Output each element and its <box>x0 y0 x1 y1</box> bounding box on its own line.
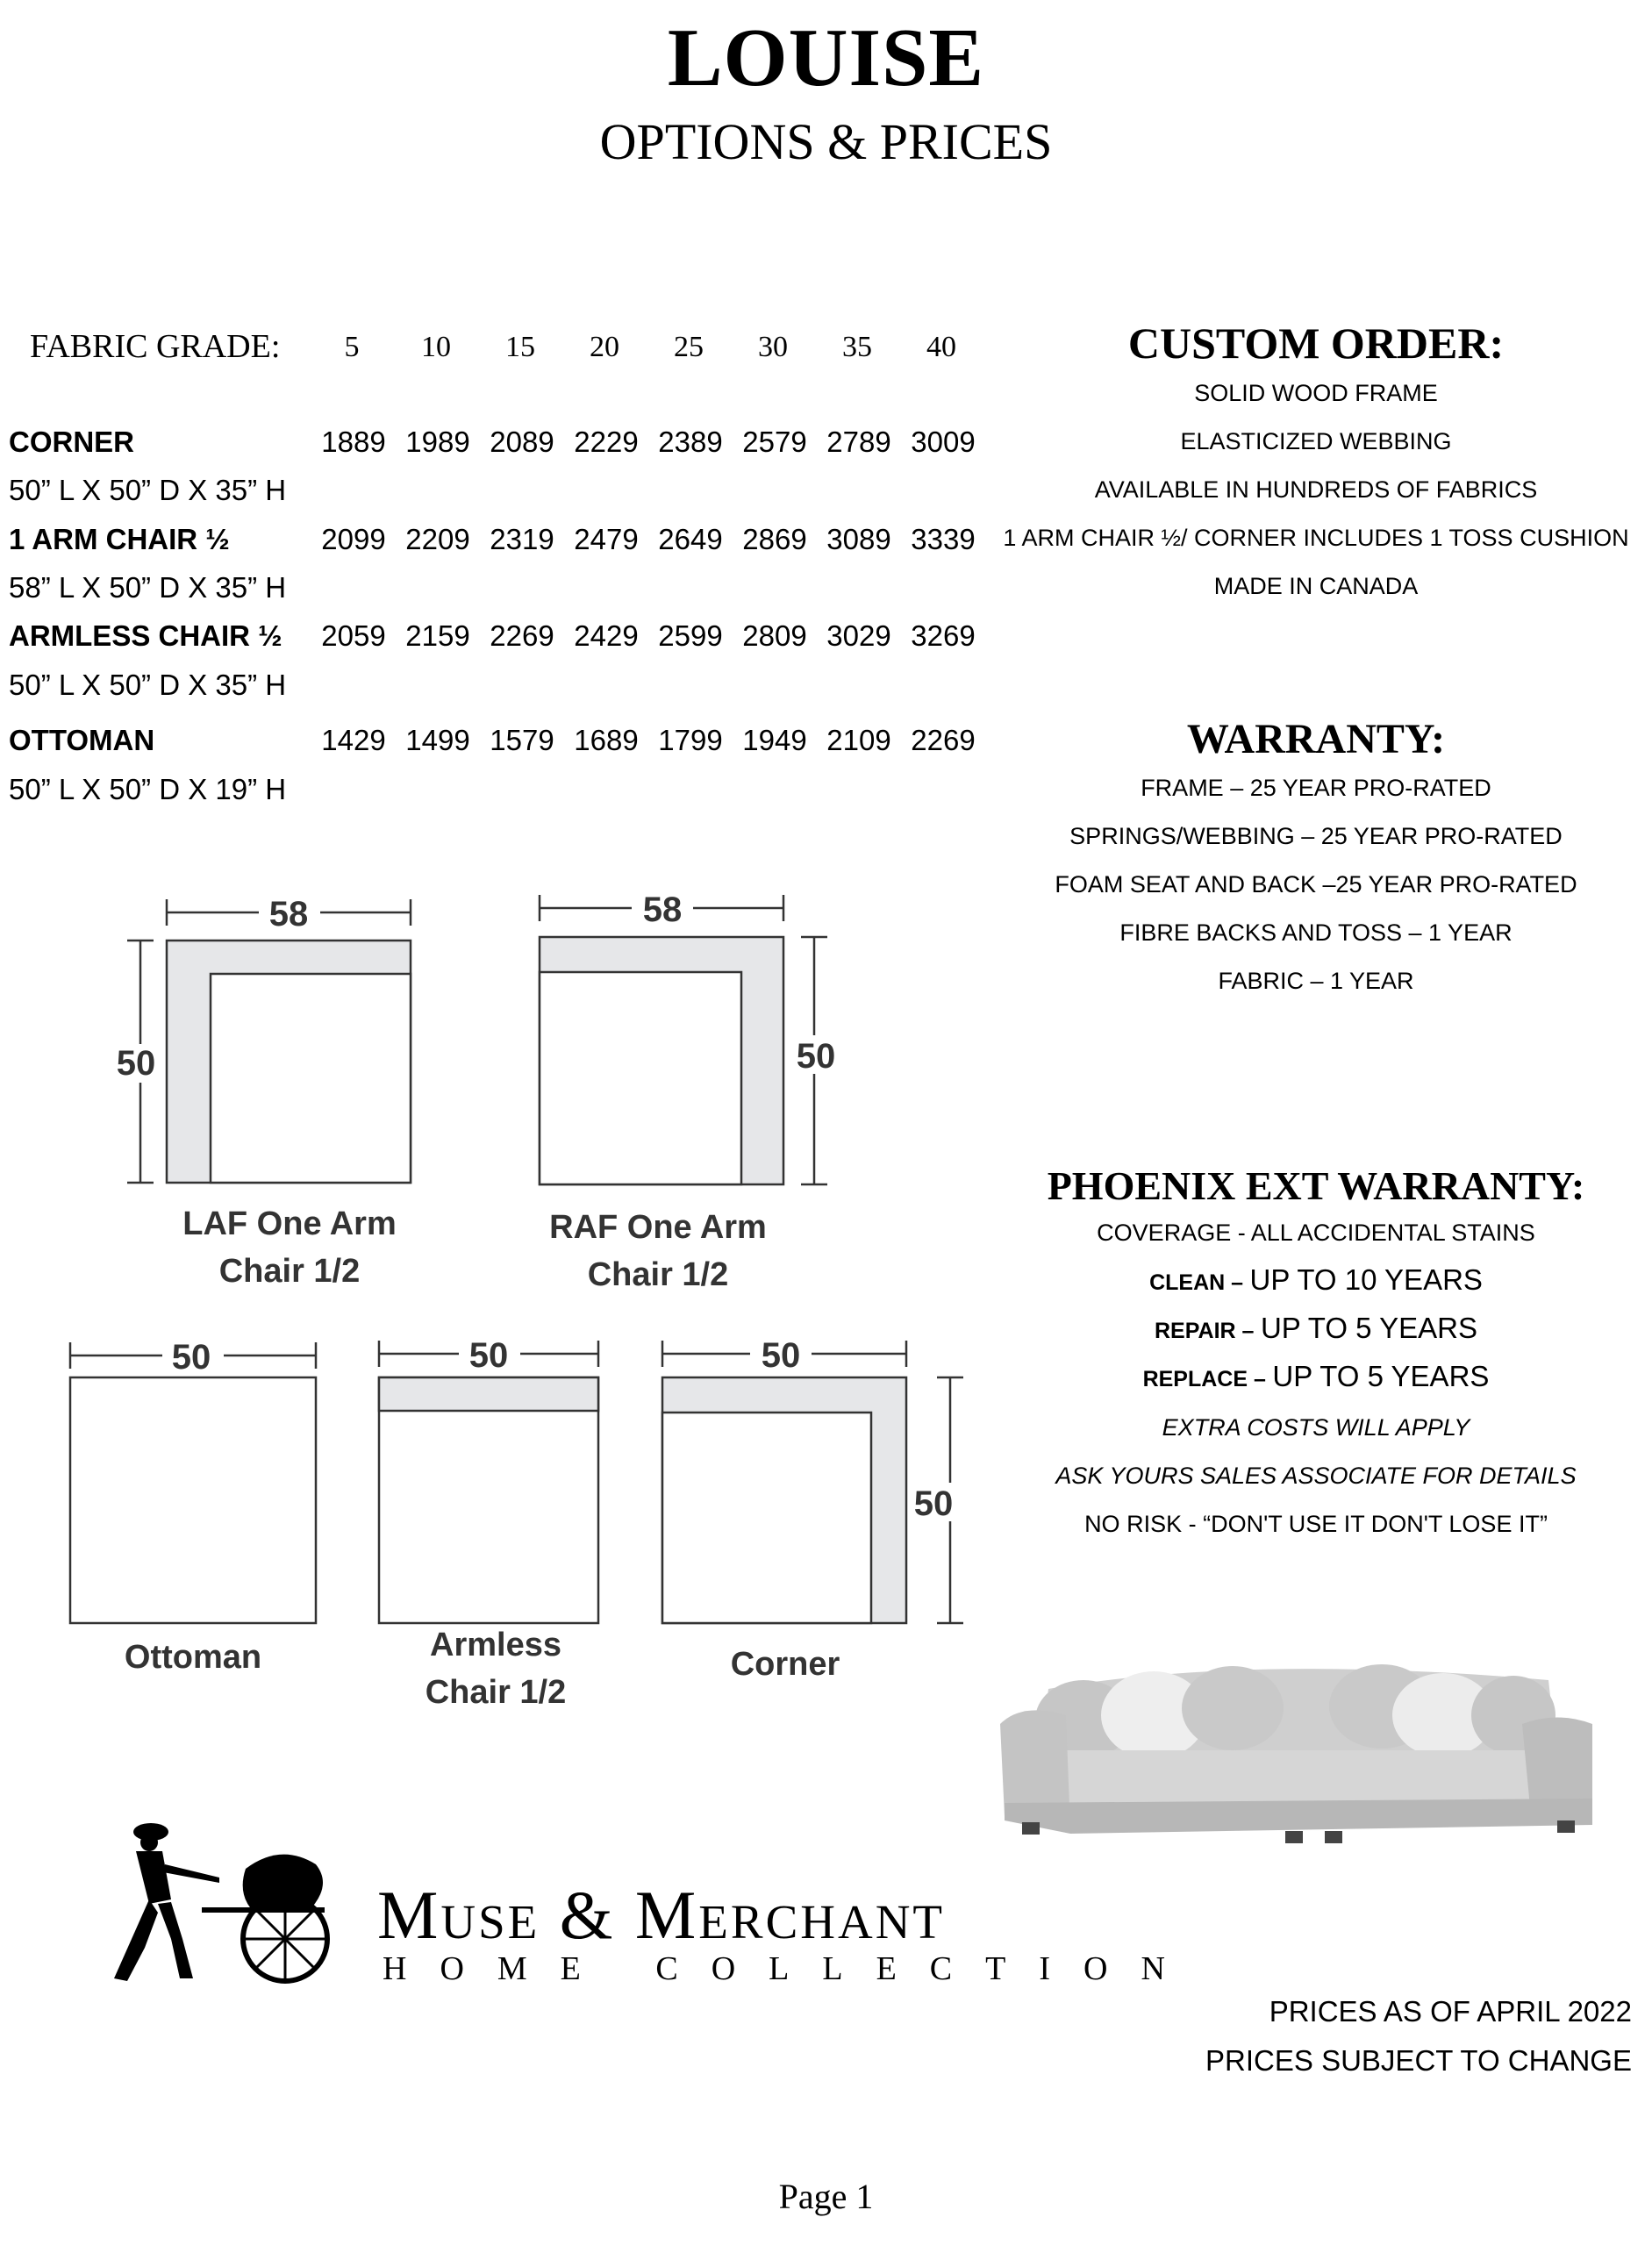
price-cell: 2649 <box>658 523 723 555</box>
laf-depth-label: 50 <box>116 1044 156 1083</box>
custom-order-item: MADE IN CANADA <box>1213 573 1419 599</box>
prices-note <box>1141 1987 1632 2085</box>
price-cell: 3269 <box>911 619 976 652</box>
armless-width-label: 50 <box>468 1336 509 1375</box>
prices-subject-to-change: PRICES SUBJECT TO CHANGE <box>1205 2044 1632 2077</box>
phoenix-clean <box>991 1263 1641 1297</box>
price-cell: 3339 <box>911 523 976 555</box>
grade-header: 20 <box>590 331 619 363</box>
row-name-ottoman: OTTOMAN <box>9 724 155 756</box>
page-title: LOUISE <box>667 12 985 104</box>
price-cell: 2789 <box>826 426 891 458</box>
price-cell: 3089 <box>826 523 891 555</box>
price-cell: 1949 <box>742 724 807 756</box>
raf-width-label: 58 <box>642 891 683 929</box>
rickshaw-logo-icon <box>97 1816 360 1992</box>
price-cell: 2599 <box>658 619 723 652</box>
grade-header: 40 <box>926 331 956 363</box>
warranty-heading: WARRANTY: <box>1186 716 1446 762</box>
price-cell: 2579 <box>742 426 807 458</box>
price-cell: 2429 <box>574 619 639 652</box>
warranty-item: FIBRE BACKS AND TOSS – 1 YEAR <box>1119 919 1513 946</box>
raf-caption-line: Chair 1/2 <box>587 1256 729 1293</box>
corner-width-label: 50 <box>761 1336 801 1375</box>
price-cell: 2099 <box>321 523 386 555</box>
price-cell: 1989 <box>405 426 470 458</box>
row-name-corner: CORNER <box>9 426 135 458</box>
corner-diagram <box>662 1341 963 1623</box>
grade-header: 5 <box>344 331 360 363</box>
price-cell: 2269 <box>911 724 976 756</box>
dimension-diagrams <box>0 860 983 1737</box>
phoenix-replace-value: UP TO 5 YEARS <box>1272 1360 1490 1392</box>
custom-order-item: AVAILABLE IN HUNDREDS OF FABRICS <box>1094 476 1538 503</box>
phoenix-repair-value: UP TO 5 YEARS <box>1260 1312 1477 1344</box>
warranty-item: FRAME – 25 YEAR PRO-RATED <box>1141 775 1491 801</box>
grade-header: 30 <box>758 331 788 363</box>
price-cell: 1579 <box>490 724 554 756</box>
warranty-item: FABRIC – 1 YEAR <box>1218 968 1414 994</box>
armless-diagram <box>379 1341 598 1623</box>
row-dims-armless-chair: 50” L X 50” D X 35” H <box>9 669 287 701</box>
phoenix-coverage: COVERAGE - ALL ACCIDENTAL STAINS <box>1097 1220 1535 1246</box>
laf-diagram <box>127 899 411 1183</box>
price-cell: 3009 <box>911 426 976 458</box>
corner-caption: Corner <box>730 1646 840 1683</box>
phoenix-note: ASK YOURS SALES ASSOCIATE FOR DETAILS <box>1055 1463 1577 1489</box>
corner-depth-label: 50 <box>913 1484 954 1523</box>
price-cell: 1889 <box>321 426 386 458</box>
price-cell: 1689 <box>574 724 639 756</box>
grade-header: 15 <box>505 331 535 363</box>
prices-as-of: PRICES AS OF APRIL 2022 <box>1269 1995 1632 2028</box>
price-cell: 2089 <box>490 426 554 458</box>
raf-caption <box>500 1204 816 1298</box>
phoenix-note: EXTRA COSTS WILL APPLY <box>1162 1414 1470 1441</box>
laf-width-label: 58 <box>268 895 309 933</box>
laf-caption <box>132 1200 447 1295</box>
price-cell: 1799 <box>658 724 723 756</box>
price-cell: 2389 <box>658 426 723 458</box>
row-dims-ottoman: 50” L X 50” D X 19” H <box>9 773 287 805</box>
price-cell: 2269 <box>490 619 554 652</box>
custom-order-item: ELASTICIZED WEBBING <box>1180 428 1452 454</box>
page-subtitle: OPTIONS & PRICES <box>599 113 1053 170</box>
price-cell: 2479 <box>574 523 639 555</box>
page-number: Page 1 <box>778 2177 874 2216</box>
sofa-image <box>987 1627 1601 1856</box>
grade-header: 25 <box>674 331 704 363</box>
phoenix-note: NO RISK - “DON'T USE IT DON'T LOSE IT” <box>1084 1511 1548 1537</box>
price-cell: 1499 <box>405 724 470 756</box>
row-name-armless-chair: ARMLESS CHAIR ½ <box>9 619 282 652</box>
ottoman-diagram <box>70 1342 316 1623</box>
price-cell: 2109 <box>826 724 891 756</box>
custom-order-item: SOLID WOOD FRAME <box>1194 380 1438 406</box>
price-cell: 2869 <box>742 523 807 555</box>
price-cell: 2319 <box>490 523 554 555</box>
armless-caption-line: Chair 1/2 <box>425 1674 567 1711</box>
brand-subtitle: HOME COLLECTION <box>383 1950 1198 1987</box>
armless-caption <box>364 1621 627 1716</box>
row-dims-corner: 50” L X 50” D X 35” H <box>9 474 287 506</box>
phoenix-replace <box>991 1360 1641 1393</box>
raf-depth-label: 50 <box>796 1037 836 1076</box>
price-cell: 2159 <box>405 619 470 652</box>
brand-name: Muse & Merchant <box>377 1877 946 1953</box>
price-cell: 2809 <box>742 619 807 652</box>
armless-caption-line: Armless <box>430 1627 561 1663</box>
phoenix-clean-label: CLEAN – <box>1149 1270 1244 1295</box>
price-cell: 1429 <box>321 724 386 756</box>
phoenix-repair-label: REPAIR – <box>1155 1319 1255 1343</box>
row-dims-one-arm-chair: 58” L X 50” D X 35” H <box>9 571 287 604</box>
price-cell: 2059 <box>321 619 386 652</box>
price-cell: 2209 <box>405 523 470 555</box>
row-name-one-arm-chair: 1 ARM CHAIR ½ <box>9 523 230 555</box>
raf-caption-line: RAF One Arm <box>549 1209 767 1246</box>
phoenix-repair <box>991 1312 1641 1345</box>
custom-order-heading: CUSTOM ORDER: <box>1127 318 1505 368</box>
grade-header: 10 <box>421 331 451 363</box>
fabric-grade-label: FABRIC GRADE: <box>30 328 281 365</box>
grade-header: 35 <box>842 331 872 363</box>
phoenix-replace-label: REPLACE – <box>1142 1367 1266 1391</box>
ottoman-width-label: 50 <box>171 1338 211 1377</box>
raf-diagram <box>540 895 827 1184</box>
price-cell: 3029 <box>826 619 891 652</box>
ottoman-caption: Ottoman <box>124 1639 262 1676</box>
laf-caption-line: Chair 1/2 <box>218 1253 361 1290</box>
phoenix-clean-value: UP TO 10 YEARS <box>1249 1263 1483 1296</box>
laf-caption-line: LAF One Arm <box>182 1205 397 1242</box>
price-cell: 2229 <box>574 426 639 458</box>
phoenix-heading: PHOENIX EXT WARRANTY: <box>1047 1163 1585 1208</box>
custom-order-item: 1 ARM CHAIR ½/ CORNER INCLUDES 1 TOSS CUSHION <box>1003 525 1629 551</box>
warranty-item: FOAM SEAT AND BACK –25 YEAR PRO-RATED <box>1055 871 1577 898</box>
warranty-item: SPRINGS/WEBBING – 25 YEAR PRO-RATED <box>1069 823 1563 849</box>
